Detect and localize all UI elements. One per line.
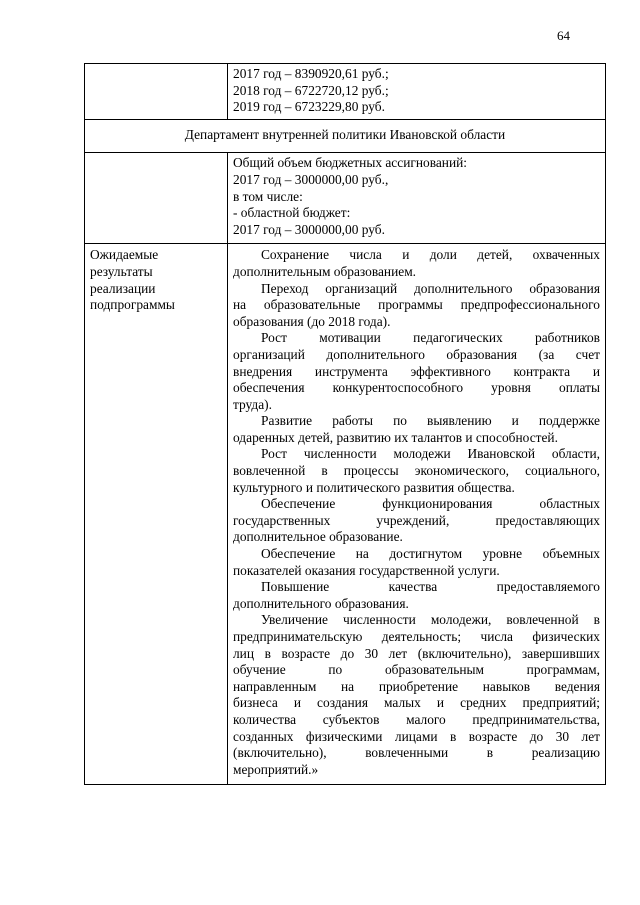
table-row-funding-dept xyxy=(85,153,606,244)
result-line: мероприятий.» xyxy=(233,761,319,777)
results-label-line: Ожидаемые xyxy=(90,247,159,263)
result-line: Рост мотивации педагогических работников xyxy=(261,330,600,346)
result-line: обеспечения конкурентоспособного уровня оплаты xyxy=(233,380,600,396)
result-line: (включительно), вовлеченными в реализацию xyxy=(233,745,600,761)
result-line: одаренных детей, развитию их талантов и способностей. xyxy=(233,429,558,445)
empty-label-cell xyxy=(85,153,228,244)
result-line: государственных учреждений, предоставляющих xyxy=(233,512,600,528)
result-line: обучение по образовательным программам, xyxy=(233,662,600,678)
funding-line: 2017 год – 3000000,00 руб., xyxy=(233,171,389,187)
funding-dept-cell xyxy=(228,153,606,244)
result-line: бизнеса и создания малых и средних предприятий; xyxy=(233,695,600,711)
table-row-department xyxy=(85,119,606,153)
result-line: на образовательные программы предпрофессионального xyxy=(233,297,600,313)
result-line: Повышение качества предоставляемого xyxy=(261,579,600,595)
result-paragraph xyxy=(233,496,600,546)
funding-line: - областной бюджет: xyxy=(233,205,351,221)
results-label-line: реализации xyxy=(90,280,156,296)
result-line: дополнительного образования. xyxy=(233,595,409,611)
funding-line: 2017 год – 3000000,00 руб. xyxy=(233,221,385,237)
result-line: Рост численности молодежи Ивановской области, xyxy=(261,446,600,462)
result-line: Обеспечение функционирования областных xyxy=(261,496,600,512)
result-line: предпринимательскую деятельность; числа физических xyxy=(233,629,600,644)
funding-prev-cell xyxy=(228,64,606,120)
result-paragraph xyxy=(233,612,600,778)
results-label-line: подпрограммы xyxy=(90,297,175,313)
table-row-results xyxy=(85,244,606,785)
funding-line: 2019 год – 6723229,80 руб. xyxy=(233,99,385,115)
result-line: дополнительным образованием. xyxy=(233,263,417,279)
result-line: Переход организаций дополнительного образования xyxy=(261,280,600,296)
funding-line: в том числе: xyxy=(233,188,303,204)
result-line: лиц в возрасте до 30 лет (включительно), завершивших xyxy=(233,645,600,661)
result-paragraph xyxy=(233,413,600,446)
page-number: 64 xyxy=(557,28,570,43)
funding-line: Общий объем бюджетных ассигнований: xyxy=(233,155,468,171)
result-paragraph xyxy=(233,446,600,496)
result-line: Обеспечение на достигнутом уровне объемных xyxy=(261,546,600,562)
result-line: культурного и политического развития общества. xyxy=(233,479,515,495)
empty-label-cell xyxy=(85,64,228,120)
result-paragraph xyxy=(233,330,600,413)
results-label-cell xyxy=(85,244,228,785)
result-line: дополнительное образование. xyxy=(233,529,403,545)
result-line: Увеличение численности молодежи, вовлеченной в xyxy=(261,612,600,628)
result-line: внедрения инструмента эффективного контракта и xyxy=(233,363,600,379)
result-line: Развитие работы по выявлению и поддержке xyxy=(261,413,600,429)
result-line: направленным на приобретение навыков ведения xyxy=(233,678,600,694)
result-line: созданных физическими лицами в возрасте до 30 лет xyxy=(233,728,600,744)
result-paragraph xyxy=(233,247,600,280)
funding-line: 2017 год – 8390920,61 руб.; xyxy=(233,66,389,81)
result-paragraph xyxy=(233,546,600,579)
results-label-line: результаты xyxy=(90,263,153,279)
result-line: показателей оказания государственной услуги. xyxy=(233,562,500,578)
department-heading: Департамент внутренней политики Ивановской области xyxy=(85,119,606,153)
results-text-cell xyxy=(228,244,606,785)
result-line: организаций дополнительного образования (за счет xyxy=(233,346,600,362)
result-line: образования (до 2018 года). xyxy=(233,313,391,329)
result-paragraph xyxy=(233,579,600,612)
result-line: труда). xyxy=(233,396,272,412)
funding-line: 2018 год – 6722720,12 руб.; xyxy=(233,82,389,98)
result-line: вовлеченной в процессы экономического, социального, xyxy=(233,463,600,479)
table-row-funding-prev xyxy=(85,64,606,120)
result-paragraph xyxy=(233,281,600,331)
result-line: Сохранение числа и доли детей, охваченных xyxy=(261,247,600,263)
result-line: количества субъектов малого предпринимательства, xyxy=(233,711,600,727)
subprogram-table xyxy=(84,63,606,785)
